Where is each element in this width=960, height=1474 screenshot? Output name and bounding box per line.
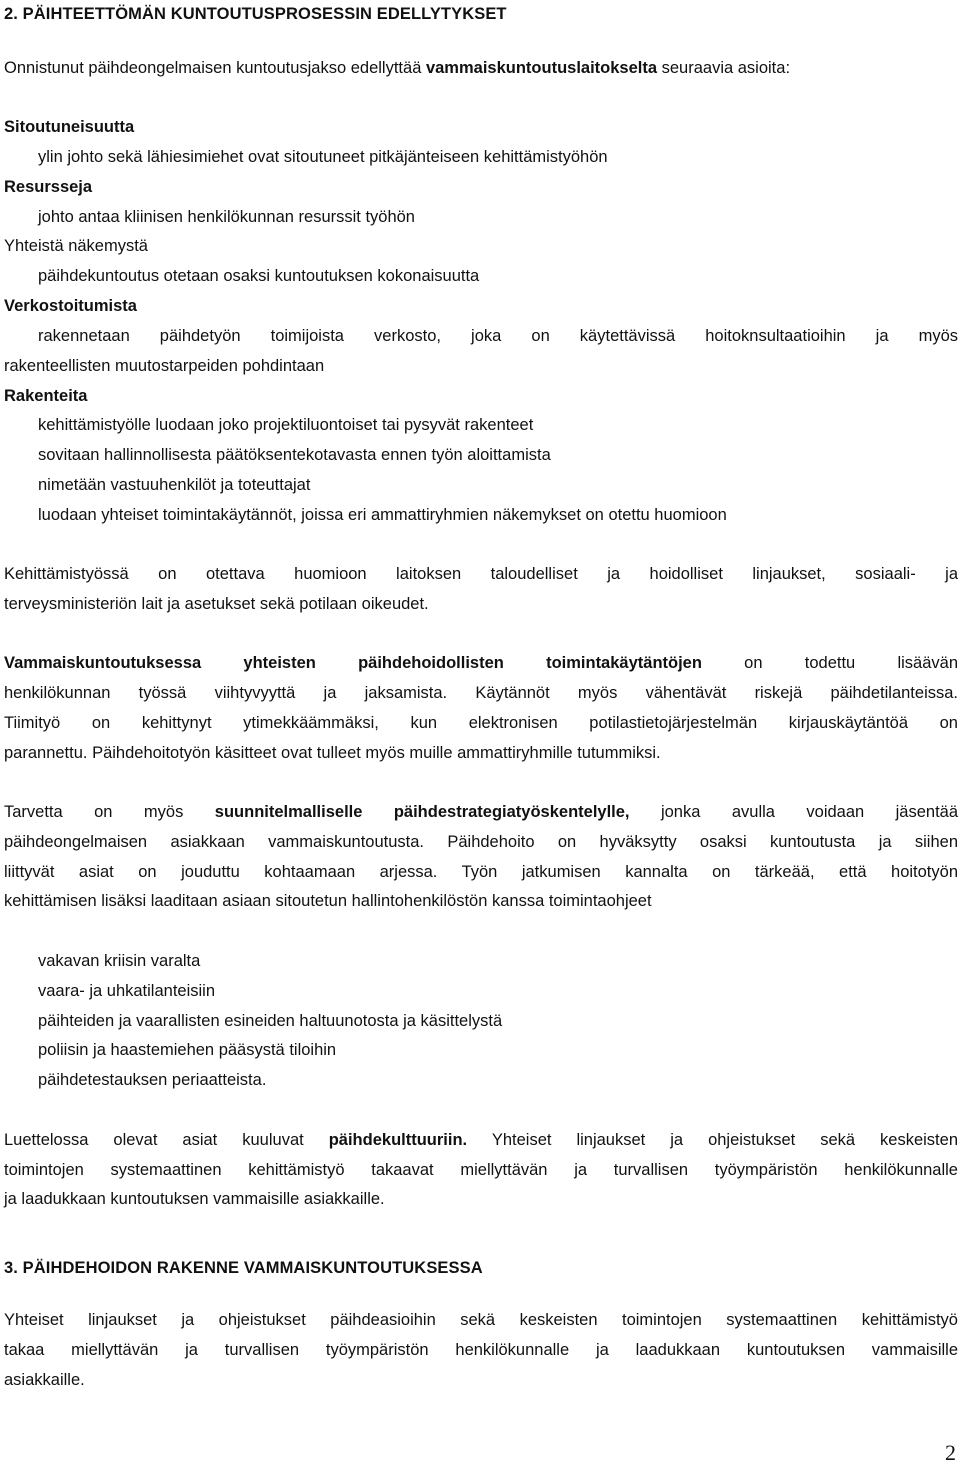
bold-phrase: päihdekulttuuriin.	[328, 1131, 468, 1149]
guideline-item: poliisin ja haastemiehen pääsystä tiloihin	[38, 1041, 337, 1059]
structure-item: kehittämistyölle luodaan joko projektiluontoiset tai pysyvät rakenteet	[38, 416, 534, 434]
paragraph-text: on todettu lisäävän	[701, 654, 959, 672]
intro-bold-text: vammaiskuntoutuslaitokselta	[425, 59, 658, 77]
intro-tail-text: seuraavia asioita:	[657, 59, 791, 77]
paragraph-line: Tiimityö on kehittynyt ytimekkäämmäksi, kun elektronisen potilastietojärjestelmän kirjauskäytäntöä on	[4, 714, 958, 732]
requirement-term: Yhteistä näkemystä	[4, 237, 148, 255]
guideline-item: vaara- ja uhkatilanteisiin	[38, 982, 216, 1000]
bold-phrase: Vammaiskuntoutuksessa yhteisten päihdehoidollisten toimintakäytäntöjen	[4, 654, 702, 672]
guideline-item: päihteiden ja vaarallisten esineiden haltuunotosta ja käsittelystä	[38, 1012, 503, 1030]
paragraph-line: asiakkaille.	[4, 1371, 85, 1389]
paragraph-text: Yhteiset linjaukset ja ohjeistukset sekä keskeisten	[467, 1131, 958, 1149]
requirement-description: johto antaa kliinisen henkilökunnan resurssit työhön	[38, 208, 415, 226]
paragraph-line	[4, 802, 958, 822]
requirement-description: ylin johto sekä lähiesimiehet ovat sitoutuneet pitkäjänteiseen kehittämistyöhön	[38, 148, 608, 166]
paragraph-line: Yhteiset linjaukset ja ohjeistukset päihdeasioihin sekä keskeisten toimintojen systemaattinen kehittämistyö	[4, 1311, 958, 1329]
requirement-description-continued: rakenteellisten muutostarpeiden pohdintaan	[4, 357, 325, 375]
page-number: 2	[945, 1440, 956, 1465]
paragraph-line	[4, 653, 958, 673]
paragraph-line: terveysministeriön lait ja asetukset sekä potilaan oikeudet.	[4, 595, 429, 613]
paragraph-line: päihdeongelmaisen asiakkaan vammaiskuntoutusta. Päihdehoito on hyväksytty osaksi kuntoutusta ja siihen	[4, 833, 958, 851]
structure-item: nimetään vastuuhenkilöt ja toteuttajat	[38, 476, 311, 494]
bold-phrase: suunnitelmalliselle päihdestrategiatyöskentelylle,	[214, 803, 630, 821]
requirement-term: Rakenteita	[4, 387, 88, 405]
section-2-heading: 2. PÄIHTEETTÖMÄN KUNTOUTUSPROSESSIN EDELLYTYKSET	[4, 5, 507, 23]
guideline-item: vakavan kriisin varalta	[38, 952, 201, 970]
paragraph-line: kehittämisen lisäksi laaditaan asiaan sitoutetun hallintohenkilöstön kanssa toimintaohjeet	[4, 892, 652, 910]
paragraph-line: takaa miellyttävän ja turvallisen työympäristön henkilökunnalle ja laadukkaan kuntoutuksen vammaisille	[4, 1341, 958, 1359]
paragraph-line: parannettu. Päihdehoitotyön käsitteet ovat tulleet myös muille ammattiryhmille tutummiksi.	[4, 744, 661, 762]
structure-item: luodaan yhteiset toimintakäytännöt, joissa eri ammattiryhmien näkemykset on otettu huomioon	[38, 506, 727, 524]
requirement-description: päihdekuntoutus otetaan osaksi kuntoutuksen kokonaisuutta	[38, 267, 480, 285]
guideline-item: päihdetestauksen periaatteista.	[38, 1071, 267, 1089]
paragraph-line	[4, 1130, 958, 1150]
section-3-heading: 3. PÄIHDEHOIDON RAKENNE VAMMAISKUNTOUTUKSESSA	[4, 1259, 483, 1277]
intro-paragraph	[4, 58, 958, 78]
requirement-term: Sitoutuneisuutta	[4, 118, 135, 136]
paragraph-line: liittyvät asiat on jouduttu kohtaamaan arjessa. Työn jatkumisen kannalta on tärkeää, että hoitotyön	[4, 863, 958, 881]
paragraph-line: ja laadukkaan kuntoutuksen vammaisille asiakkaille.	[4, 1190, 385, 1208]
intro-text: Onnistunut päihdeongelmaisen kuntoutusjakso edellyttää	[4, 59, 426, 77]
paragraph-line: henkilökunnan työssä viihtyvyyttä ja jaksamista. Käytännöt myös vähentävät riskejä päihdetilanteissa.	[4, 684, 958, 702]
paragraph-line: toimintojen systemaattinen kehittämistyö takaavat miellyttävän ja turvallisen työympäristön henkilökunnalle	[4, 1161, 958, 1179]
paragraph-text: Tarvetta on myös	[4, 803, 215, 821]
requirement-description: rakennetaan päihdetyön toimijoista verkosto, joka on käytettävissä hoitoknsultaatioihin ja myös	[38, 327, 958, 345]
requirement-term: Verkostoitumista	[4, 297, 137, 315]
requirement-term: Resursseja	[4, 178, 93, 196]
paragraph-line: Kehittämistyössä on otettava huomioon laitoksen taloudelliset ja hoidolliset linjaukset, sosiaali- ja	[4, 565, 958, 583]
paragraph-text: Luettelossa olevat asiat kuuluvat	[4, 1131, 329, 1149]
structure-item: sovitaan hallinnollisesta päätöksentekotavasta ennen työn aloittamista	[38, 446, 551, 464]
paragraph-text: jonka avulla voidaan jäsentää	[629, 803, 959, 821]
